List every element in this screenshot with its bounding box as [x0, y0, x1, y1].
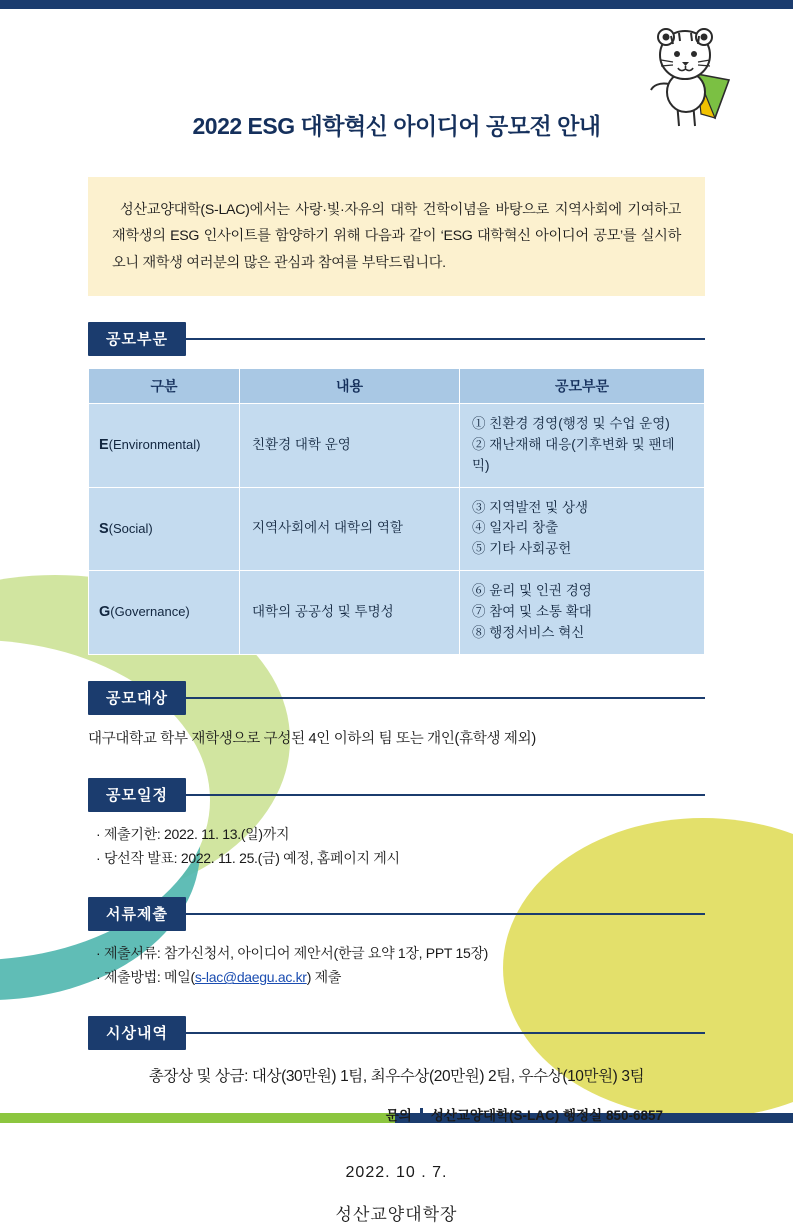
- table-row: [89, 487, 705, 571]
- submission-method-prefix: · 제출방법: 메일(: [96, 969, 195, 986]
- row-desc-e: 친환경 대학 운영: [240, 403, 460, 487]
- row-key-rest: (Social): [108, 520, 153, 536]
- signer: 성산교양대학장: [335, 1204, 458, 1224]
- row-items-s: [460, 487, 705, 571]
- category-table: [88, 368, 705, 655]
- section-target: [88, 681, 705, 715]
- section-title-target: 공모대상: [88, 681, 186, 715]
- section-header-awards: [88, 1016, 705, 1050]
- section-rule: [186, 697, 705, 699]
- intro-box: [88, 177, 705, 296]
- table-col-header-1: 내용: [240, 368, 460, 403]
- section-header-submission: [88, 897, 705, 931]
- list-item: · 제출서류: 참가신청서, 아이디어 제안서(한글 요약 1장, PPT 15장): [96, 944, 489, 961]
- list-item: · 당선작 발표: 2022. 11. 25.(금) 예정, 홈페이지 게시: [96, 850, 400, 867]
- table-col-header-0: 구분: [89, 368, 240, 403]
- table-header-row: [89, 368, 705, 403]
- list-item: [96, 965, 705, 990]
- row-key-letter: S: [99, 520, 109, 537]
- row-item: ① 친환경 경영(행정 및 수업 운영): [472, 415, 670, 431]
- row-item: ⑥ 윤리 및 인권 경영: [472, 583, 592, 599]
- submission-method-suffix: ) 제출: [306, 969, 342, 986]
- section-rule: [186, 338, 705, 340]
- issue-date: 2022. 10 . 7.: [345, 1163, 448, 1181]
- page-title: 2022 ESG 대학혁신 아이디어 공모전 안내: [192, 113, 601, 139]
- contact-separator: [420, 1108, 423, 1123]
- row-item: ③ 지역발전 및 상생: [472, 499, 589, 515]
- intro-text: 성산교양대학(S-LAC)에서는 사랑·빛·자유의 대학 건학이념을 바탕으로 지역사회에 기여하고 재학생의 ESG 인사이트를 함양하기 위해 다음과 같이 ‘ESG 대학혁신 아이디어 공모’를 실시하오니 재학생 여러분의 많은 관심과 참여를 부탁드립니다.: [112, 202, 681, 271]
- section-rule: [186, 794, 705, 796]
- schedule-list: [96, 822, 705, 871]
- contact-office: 성산교양대학(S-LAC) 행정실: [430, 1107, 603, 1123]
- table-row: [89, 403, 705, 487]
- section-submission: [88, 897, 705, 931]
- section-title-schedule: 공모일정: [88, 778, 186, 812]
- contact-phone: 850-6857: [605, 1107, 663, 1123]
- section-rule: [186, 1032, 705, 1034]
- row-key-rest: (Governance): [110, 604, 190, 620]
- section-header-category: [88, 322, 705, 356]
- section-title-submission: 서류제출: [88, 897, 186, 931]
- row-item: ⑤ 기타 사회공헌: [472, 541, 572, 557]
- target-text: 대구대학교 학부 재학생으로 구성된 4인 이하의 팀 또는 개인(휴학생 제외): [88, 731, 536, 748]
- table-row: [89, 571, 705, 655]
- row-key-e: [89, 403, 240, 487]
- row-key-letter: G: [99, 604, 111, 621]
- section-category: [88, 322, 705, 655]
- row-item: ④ 일자리 창출: [472, 520, 559, 536]
- section-schedule: [88, 778, 705, 812]
- list-item: · 제출기한: 2022. 11. 13.(일)까지: [96, 825, 290, 842]
- row-items-g: [460, 571, 705, 655]
- table-col-header-2: 공모부문: [460, 368, 705, 403]
- row-item: ⑦ 참여 및 소통 확대: [472, 604, 592, 620]
- email-link[interactable]: s-lac@daegu.ac.kr: [194, 969, 307, 986]
- tiger-mascot-icon: [637, 22, 741, 132]
- submission-list: [96, 941, 705, 990]
- contact-line: [88, 1104, 705, 1124]
- section-title-category: 공모부문: [88, 322, 186, 356]
- row-key-rest: (Environmental): [108, 436, 201, 452]
- section-title-awards: 시상내역: [88, 1016, 186, 1050]
- awards-text: 총장상 및 상금: 대상(30만원) 1팀, 최우수상(20만원) 2팀, 우수상(10만원) 3팀: [148, 1067, 645, 1085]
- row-desc-s: 지역사회에서 대학의 역할: [240, 487, 460, 571]
- row-item: ② 재난재해 대응(기후변화 및 팬데믹): [472, 436, 675, 473]
- row-desc-g: 대학의 공공성 및 투명성: [240, 571, 460, 655]
- section-rule: [186, 913, 705, 915]
- row-key-s: [89, 487, 240, 571]
- section-header-schedule: [88, 778, 705, 812]
- contact-label: 문의: [385, 1107, 412, 1123]
- row-items-e: [460, 403, 705, 487]
- row-key-g: [89, 571, 240, 655]
- section-awards: [88, 1016, 705, 1050]
- row-key-letter: E: [99, 436, 109, 453]
- section-header-target: [88, 681, 705, 715]
- row-item: ⑧ 행정서비스 혁신: [472, 625, 585, 641]
